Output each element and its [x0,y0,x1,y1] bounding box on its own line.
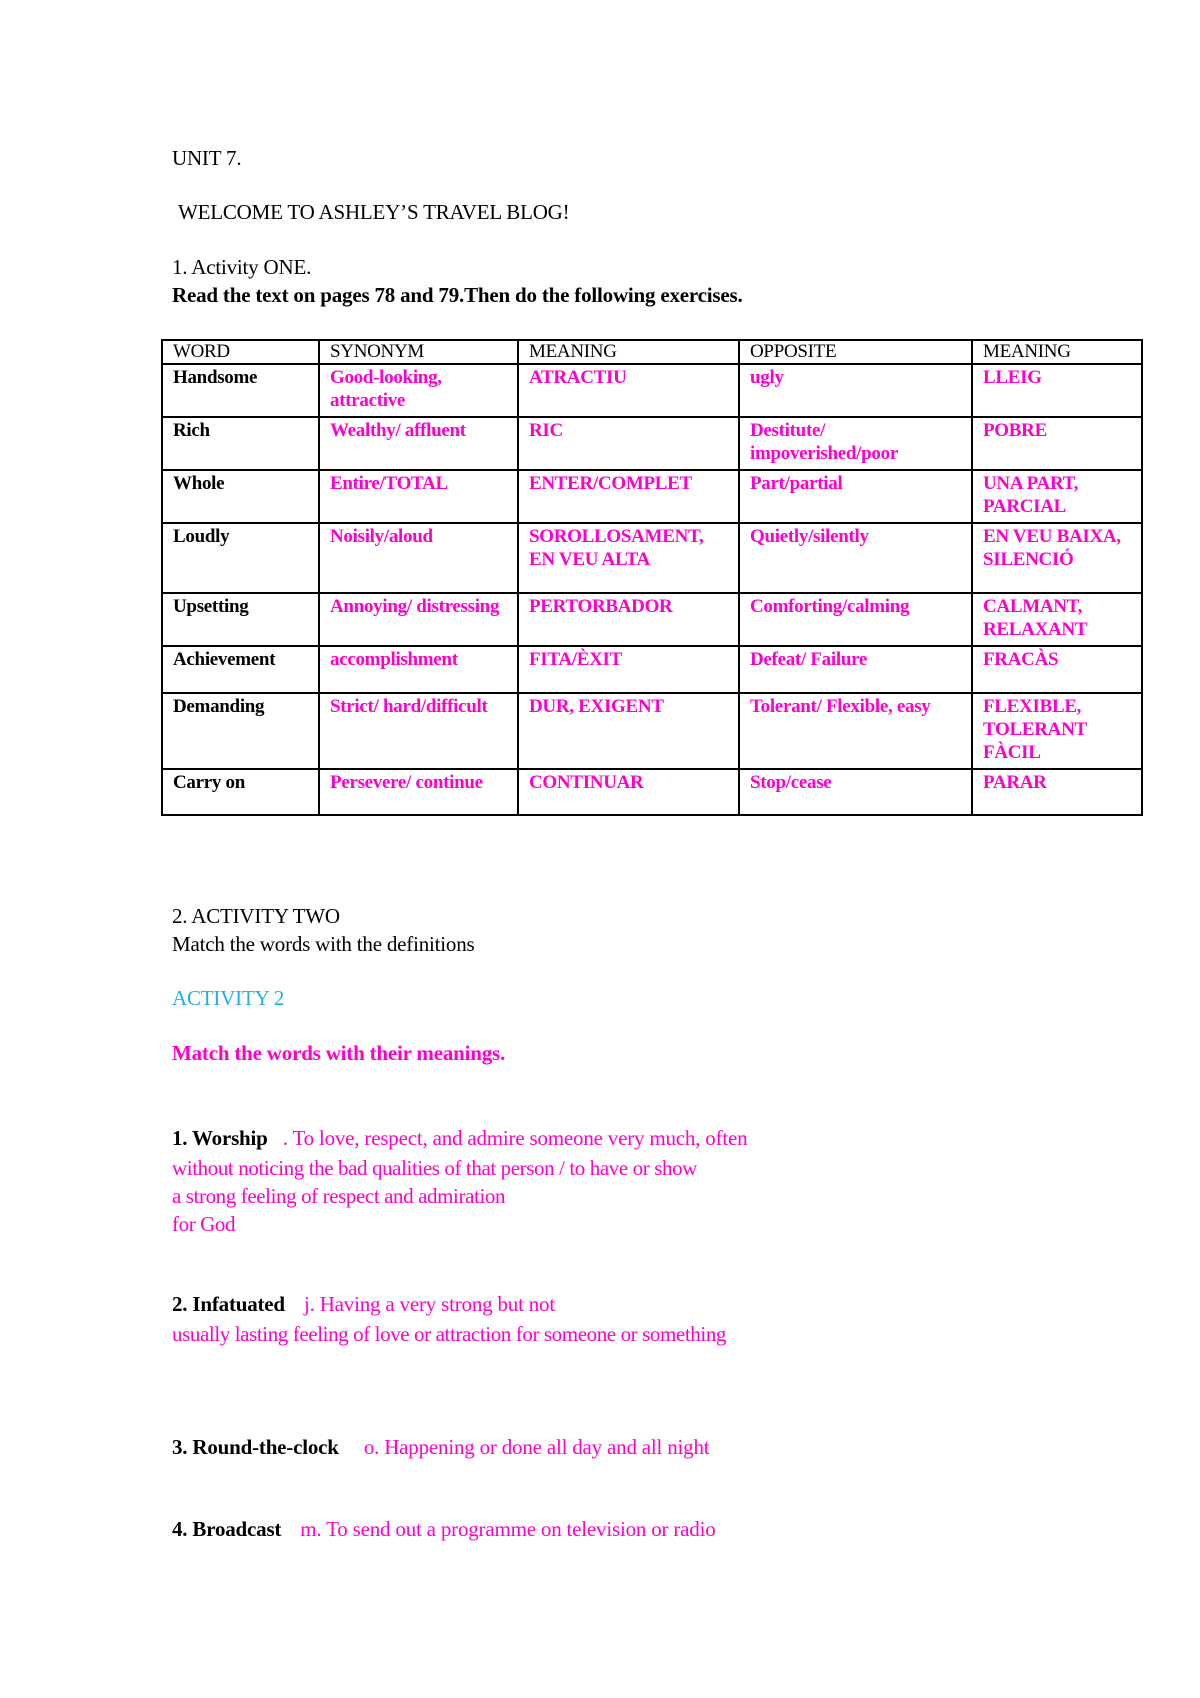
table-row [162,470,1142,523]
cell-synonym: Annoying/ distressing [319,593,518,646]
vocab-table [161,339,1143,816]
cell-synonym: accomplishment [319,646,518,693]
cell-meaning: FITA/ÈXIT [518,646,739,693]
cell-opposite-meaning: PARAR [972,769,1142,815]
activity-two-heading: 2. ACTIVITY TWO [172,904,340,928]
cell-word: Upsetting [162,593,319,646]
match-term: 3. Round-the-clock [172,1435,339,1459]
cell-word: Loudly [162,523,319,593]
cell-meaning: ATRACTIU [518,364,739,417]
cell-meaning: PERTORBADOR [518,593,739,646]
cell-opposite-meaning: CALMANT, RELAXANT [972,593,1142,646]
cell-opposite: Defeat/ Failure [739,646,972,693]
cell-opposite-meaning: UNA PART, PARCIAL [972,470,1142,523]
match-definition: j. Having a very strong but not [303,1292,555,1316]
table-row [162,417,1142,470]
cell-word: Carry on [162,769,319,815]
match-definition-cont [172,1320,726,1348]
blog-title: WELCOME TO ASHLEY’S TRAVEL BLOG! [178,200,570,224]
header-opposite-meaning: MEANING [972,340,1142,364]
activity-two-alt-instruction: Match the words with their meanings. [172,1041,506,1065]
cell-synonym: Entire/TOTAL [319,470,518,523]
match-term: 1. Worship [172,1126,268,1150]
cell-meaning: ENTER/COMPLET [518,470,739,523]
cell-synonym: Noisily/aloud [319,523,518,593]
cell-opposite: Tolerant/ Flexible, easy [739,693,972,769]
table-row [162,769,1142,815]
cell-synonym: Persevere/ continue [319,769,518,815]
cell-opposite: Comforting/calming [739,593,972,646]
cell-word: Achievement [162,646,319,693]
match-term: 4. Broadcast [172,1517,282,1541]
match-item [172,1435,709,1460]
cell-opposite: Quietly/silently [739,523,972,593]
table-row [162,593,1142,646]
table-row [162,646,1142,693]
cell-synonym: Good-looking, attractive [319,364,518,417]
header-word: WORD [162,340,319,364]
vocab-table-header [162,340,1142,364]
table-row [162,364,1142,417]
cell-word: Whole [162,470,319,523]
cell-opposite-meaning: EN VEU BAIXA, SILENCIÓ [972,523,1142,593]
match-definition: o. Happening or done all day and all night [363,1435,710,1459]
cell-meaning: DUR, EXIGENT [518,693,739,769]
cell-opposite-meaning: POBRE [972,417,1142,470]
cell-opposite-meaning: LLEIG [972,364,1142,417]
cell-meaning: SOROLLOSAMENT, EN VEU ALTA [518,523,739,593]
match-definition-cont [172,1154,697,1238]
cell-opposite: ugly [739,364,972,417]
match-definition: . To love, respect, and admire someone very much, often [282,1126,748,1150]
cell-word: Demanding [162,693,319,769]
cell-meaning: CONTINUAR [518,769,739,815]
activity-one-heading: 1. Activity ONE. [172,255,312,279]
match-definition: m. To send out a programme on television or radio [300,1517,716,1541]
unit-title: UNIT 7. [172,146,242,170]
cell-opposite-meaning: FLEXIBLE, TOLERANT FÀCIL [972,693,1142,769]
match-definition-line: a strong feeling of respect and admiration [172,1184,506,1208]
header-opposite: OPPOSITE [739,340,972,364]
cell-opposite-meaning: FRACÀS [972,646,1142,693]
cell-opposite: Part/partial [739,470,972,523]
header-meaning: MEANING [518,340,739,364]
cell-opposite: Destitute/ impoverished/poor [739,417,972,470]
match-definition-line: for God [172,1212,236,1236]
cell-synonym: Strict/ hard/difficult [319,693,518,769]
match-item [172,1292,555,1317]
cell-word: Rich [162,417,319,470]
match-definition-line: without noticing the bad qualities of that person / to have or show [172,1156,697,1180]
activity-two-instruction: Match the words with the definitions [172,932,475,956]
match-definition-line: usually lasting feeling of love or attraction for someone or something [172,1322,727,1346]
cell-meaning: RIC [518,417,739,470]
header-synonym: SYNONYM [319,340,518,364]
cell-word: Handsome [162,364,319,417]
cell-synonym: Wealthy/ affluent [319,417,518,470]
activity-one-instruction: Read the text on pages 78 and 79.Then do the following exercises. [172,283,743,307]
match-term: 2. Infatuated [172,1292,285,1316]
table-row [162,693,1142,769]
cell-opposite: Stop/cease [739,769,972,815]
match-item [172,1126,747,1151]
match-item [172,1517,716,1542]
table-row [162,523,1142,593]
activity-two-alt-heading: ACTIVITY 2 [172,986,285,1010]
